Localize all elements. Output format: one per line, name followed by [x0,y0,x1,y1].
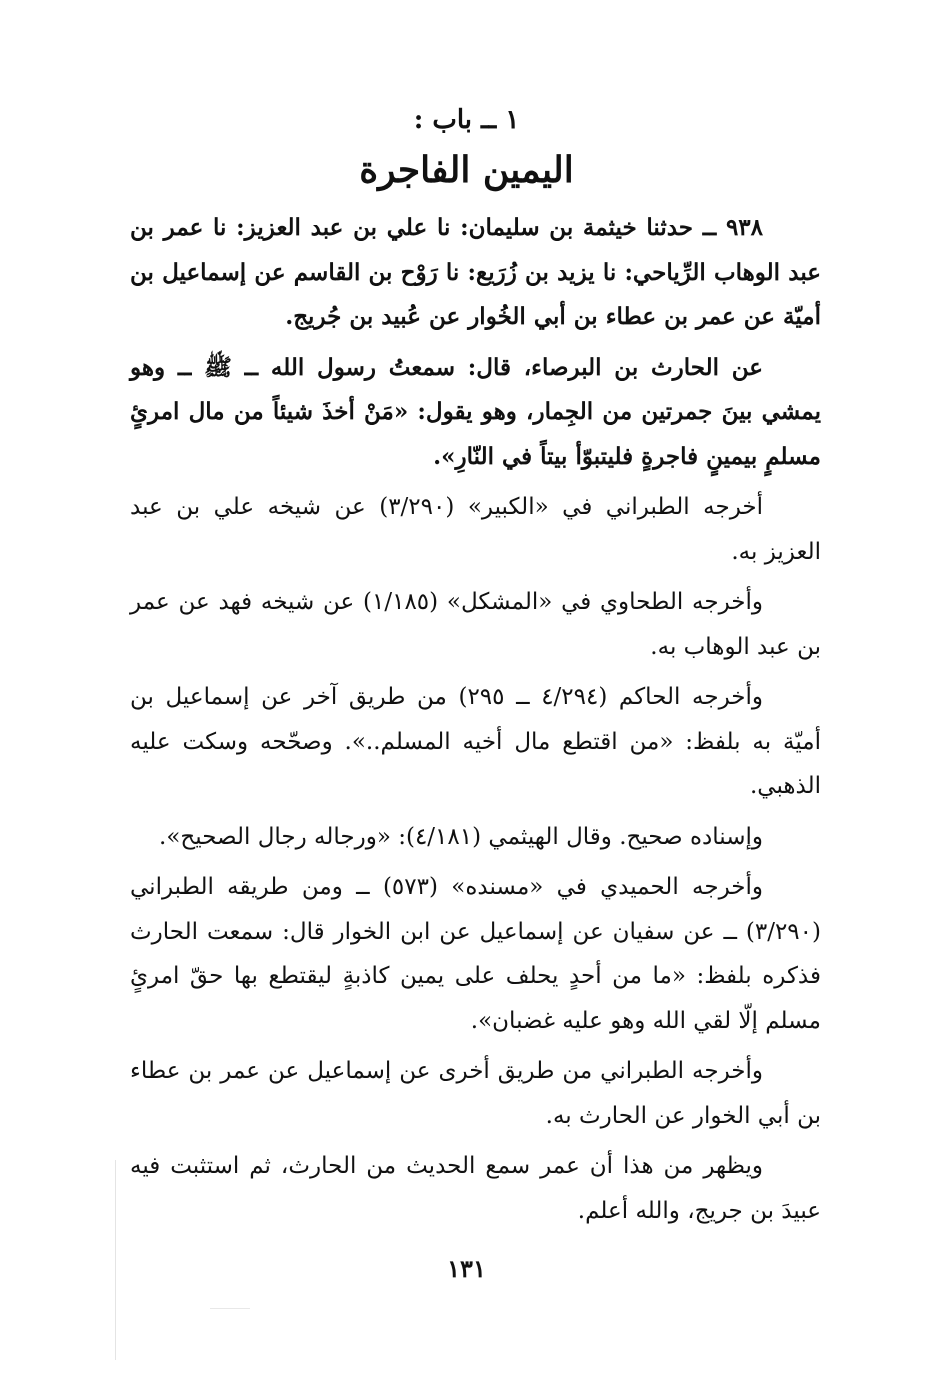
takhrij-paragraph: ويظهر من هذا أن عمر سمع الحديث من الحارث، ثم استثبت فيه عبيدَ بن جريج، والله أعلم. [130,1153,821,1224]
scan-artifact [210,1308,250,1309]
hadith-isnad: ٩٣٨ ــ حدثنا خيثمة بن سليمان: نا علي بن عبد العزيز: نا عمر بن عبد الوهاب الرِّياحي: نا يزيد بن زُرَيع: نا رَوْح بن القاسم عن إسماعيل بن أميّة عن عمر بن عطاء بن أبي الخُوار عن عُبيد بن جُريج. [130,214,821,330]
takhrij-paragraph: وإسناده صحيح. وقال الهيثمي (٤/١٨١): «ورجاله رجال الصحيح». [159,823,763,850]
takhrij-paragraph: أخرجه الطبراني في «الكبير» (٣/٢٩٠) عن شيخه علي بن عبد العزيز به. [130,494,821,565]
takhrij-paragraph: وأخرجه الحميدي في «مسنده» (٥٧٣) ــ ومن طريقه الطبراني (٣/٢٩٠) ــ عن سفيان عن إسماعيل عن ابن الخوار قال: سمعت الحارث فذكره بلفظ: «ما من أحدٍ يحلف على يمين كاذبةٍ ليقتطع بها حقّ امرئٍ مسلم إلّا لقي الله وهو عليه غضبان». [130,874,821,1034]
hadith-matn: عن الحارث بن البرصاء، قال: سمعتُ رسول الله ــ ﷺ ــ وهو يمشي بينَ جمرتين من الجِمار، وهو يقول: «مَنْ أخذَ شيئاً من مال امرئٍ مسلمٍ بيمينٍ فاجرةٍ فليتبوّأ بيتاً في النّارِ». [130,353,821,470]
chapter-header [130,98,803,198]
chapter-number: ١ ــ باب : [413,105,520,135]
takhrij-paragraph: وأخرجه الحاكم (٤/٢٩٤ ــ ٢٩٥) من طريق آخر عن إسماعيل بن أميّة به بلفظ: «من اقتطع مال أخيه المسلم..». وصحّحه وسكت عليه الذهبي. [130,684,821,799]
takhrij-paragraph: وأخرجه الطحاوي في «المشكل» (١/١٨٥) عن شيخه فهد عن عمر بن عبد الوهاب به. [130,589,821,660]
takhrij-paragraph: وأخرجه الطبراني من طريق أخرى عن إسماعيل عن عمر بن عطاء بن أبي الخوار عن الحارث به. [130,1058,821,1129]
chapter-title: اليمين الفاجرة [359,149,574,191]
page-number: ١٣١ [447,1254,486,1283]
body-text [130,206,821,1239]
